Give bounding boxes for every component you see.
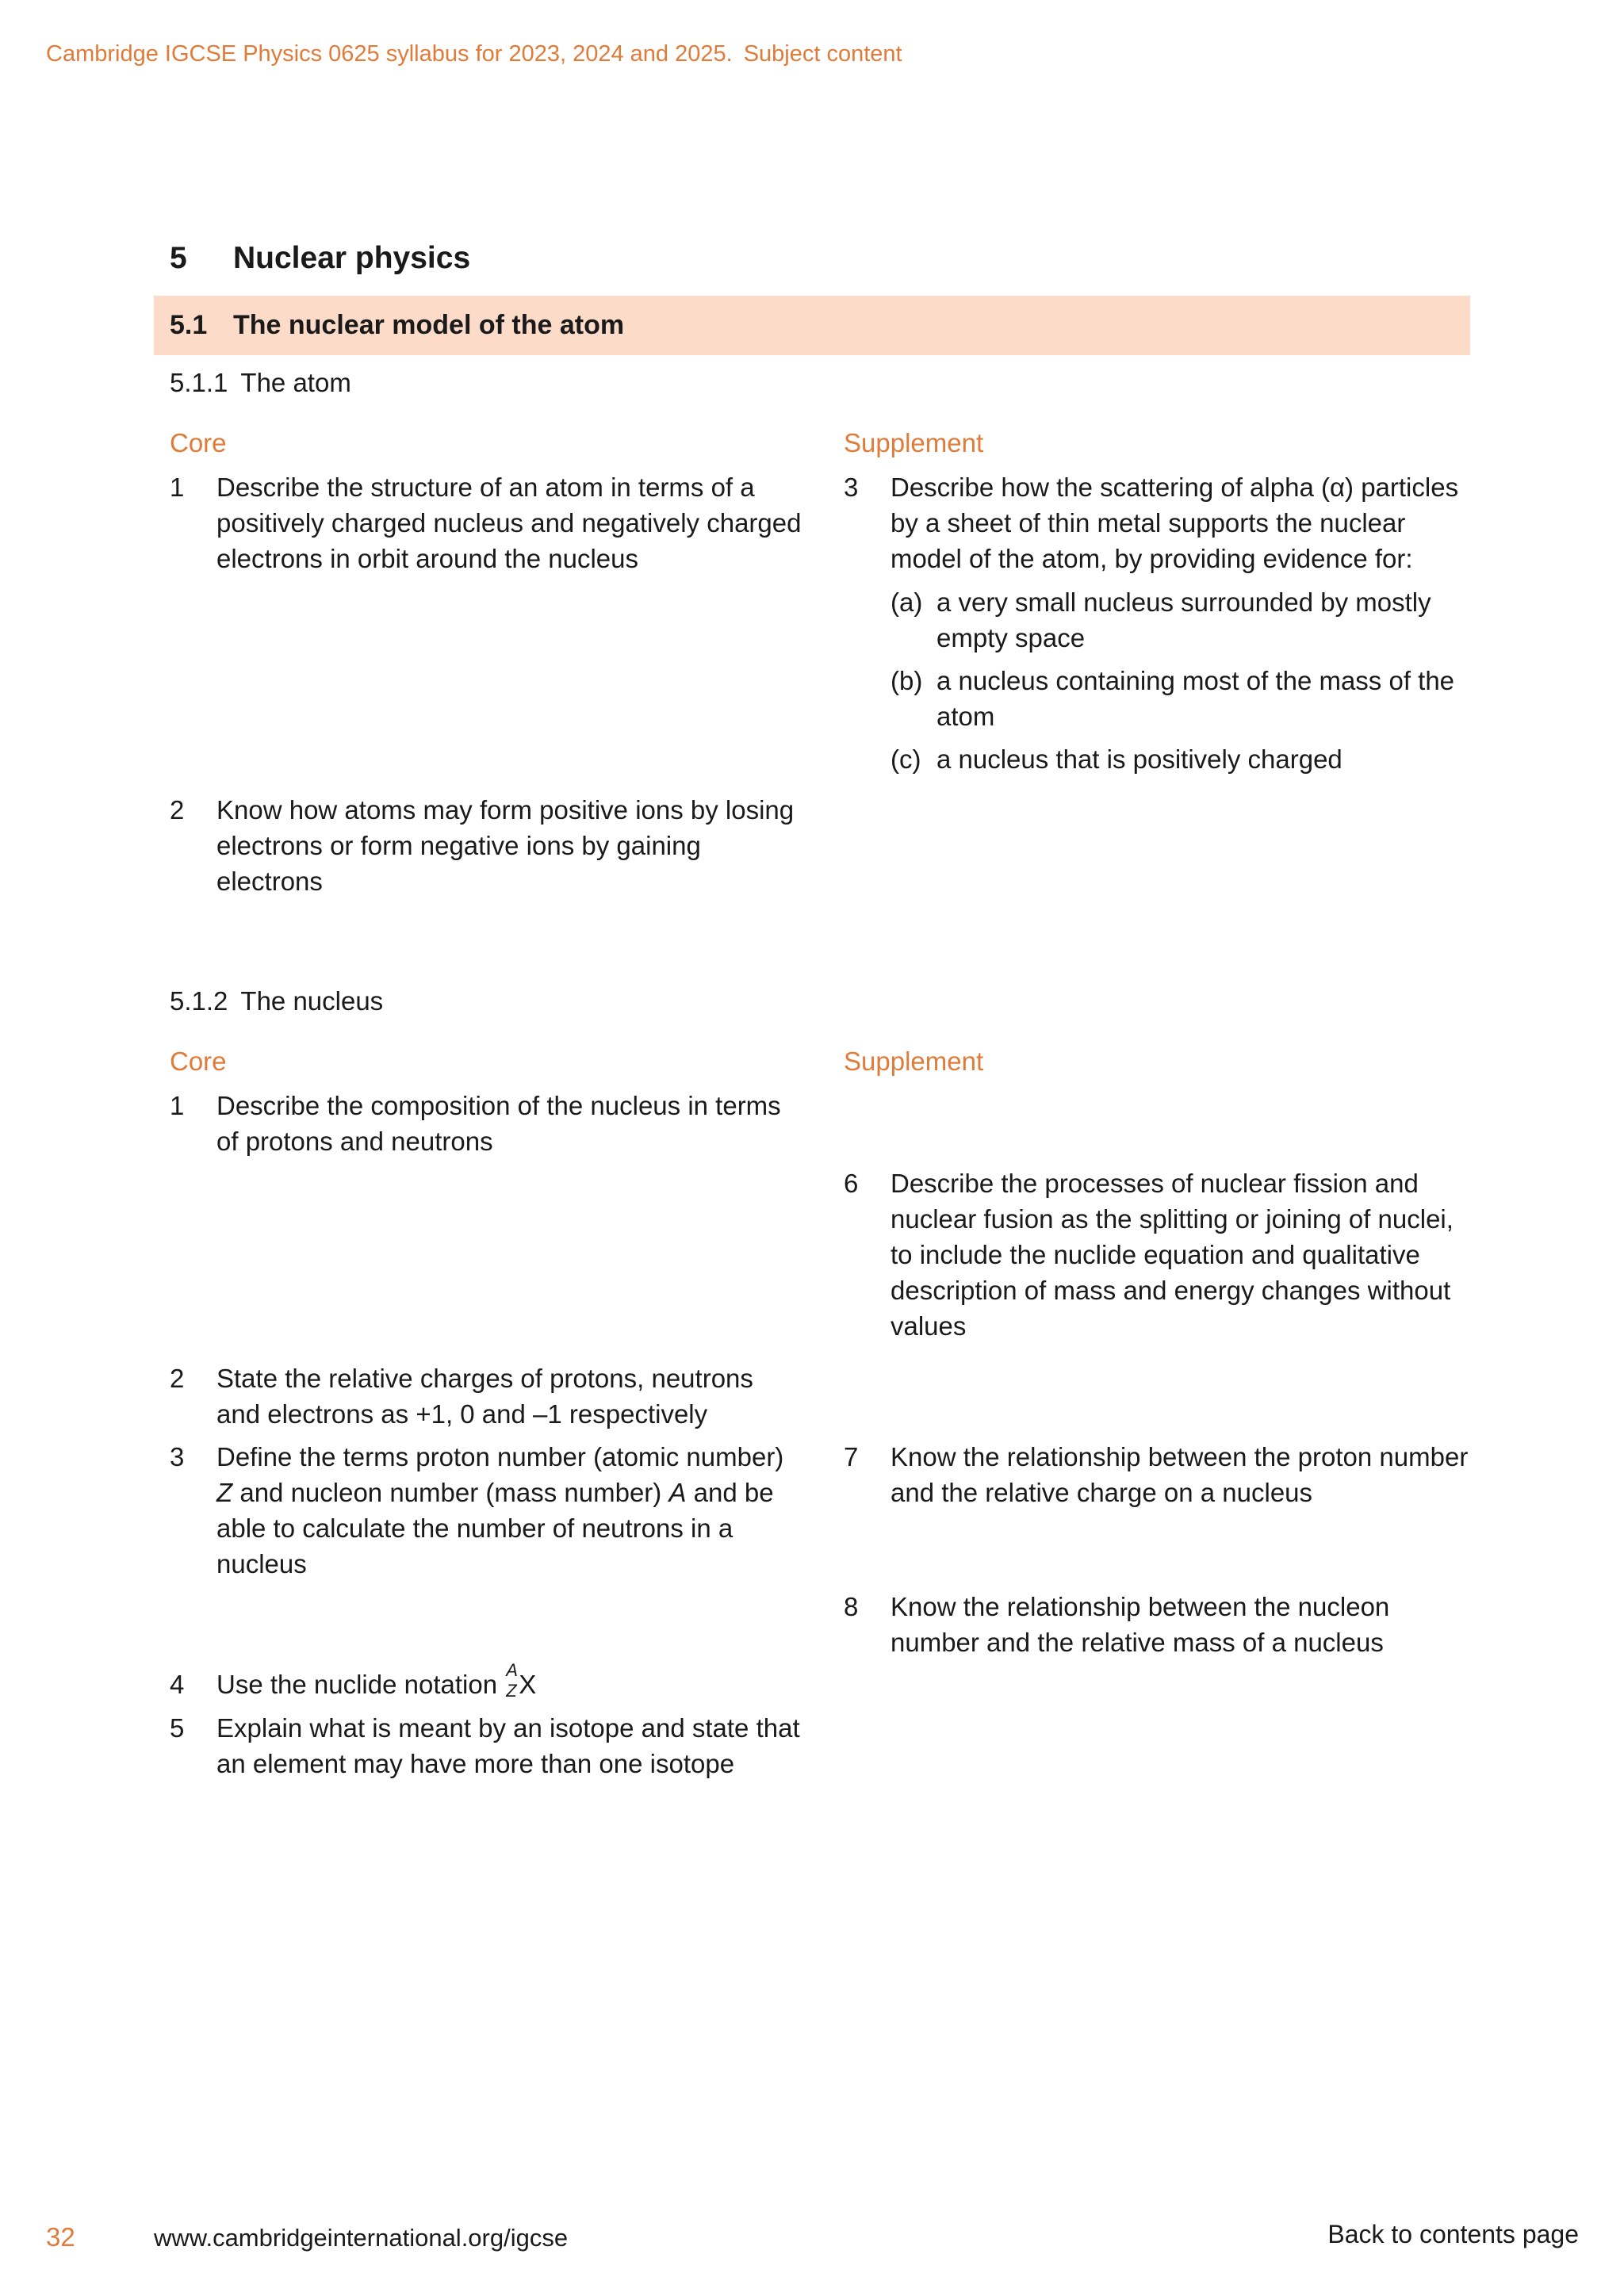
- section-heading: [170, 241, 470, 276]
- item-text: Describe the composition of the nucleus in terms of protons and neutrons: [216, 1091, 781, 1156]
- supplement-label: Supplement: [844, 428, 984, 457]
- item-number: 1: [170, 473, 185, 502]
- supplement-subitem: [891, 584, 1477, 656]
- core-label: Core: [170, 428, 227, 457]
- core-label: Core: [170, 1047, 227, 1076]
- nuclide-mass-number: A: [506, 1660, 518, 1680]
- core-item: [170, 1088, 804, 1159]
- item-text: Know how atoms may form positive ions by losing electrons or form negative ions by gaining electrons: [216, 795, 795, 896]
- item-text: Explain what is meant by an isotope and state that an element may have more than one isotope: [216, 1713, 800, 1778]
- subsection-number: 5.1: [170, 310, 208, 340]
- item-text: Describe how the scattering of alpha (α) particles by a sheet of thin metal supports the nuclear model of the atom, by providing evidence for:: [891, 473, 1459, 573]
- item-number: 3: [170, 1442, 185, 1471]
- nuclide-notation: [504, 1660, 519, 1701]
- section-number: 5: [170, 241, 187, 275]
- header-title: Cambridge IGCSE Physics 0625 syllabus for 2023, 2024 and 2025.: [46, 41, 733, 67]
- item-number: 1: [170, 1091, 185, 1120]
- item-number: 5: [170, 1713, 185, 1743]
- nuclide-symbol: X: [519, 1670, 537, 1699]
- item-number: 2: [170, 1364, 185, 1393]
- item-number: 2: [170, 795, 185, 825]
- topic-title: The nucleus: [240, 986, 384, 1016]
- subitem-letter: (b): [891, 666, 923, 695]
- subitem-text: a nucleus that is positively charged: [936, 744, 1342, 774]
- core-item: [170, 469, 804, 576]
- page-number: 32: [46, 2222, 75, 2252]
- item-text: Know the relationship between the nucleon number and the relative mass of a nucleus: [891, 1592, 1390, 1657]
- header-subtitle: Subject content: [743, 41, 902, 67]
- topic-number: 5.1.2: [170, 986, 228, 1016]
- subitem-letter: (a): [891, 587, 923, 617]
- subitem-text: a nucleus containing most of the mass of the atom: [936, 666, 1455, 731]
- item-text: [216, 1660, 804, 1702]
- item-text: Describe the processes of nuclear fission and nuclear fusion as the splitting or joining of nuclei, to include the nuclide equation and qualitative description of mass and energy changes without values: [891, 1169, 1454, 1341]
- item-number: 8: [844, 1592, 859, 1621]
- supplement-item: [844, 469, 1478, 576]
- back-to-contents-link[interactable]: Back to contents page: [1327, 2220, 1579, 2248]
- topic-heading-nucleus: [170, 986, 383, 1016]
- item-text: [216, 1439, 804, 1582]
- subitem-letter: (c): [891, 744, 921, 774]
- item-number: 3: [844, 473, 859, 502]
- core-item: [170, 792, 804, 899]
- item-text-part: and nucleon number (mass number): [232, 1478, 669, 1507]
- topic-heading-atom: [170, 368, 351, 398]
- supplement-item: [844, 1439, 1478, 1510]
- core-item: [170, 1360, 804, 1432]
- nucleon-number-symbol: A: [668, 1478, 687, 1507]
- core-item: [170, 1439, 804, 1582]
- footer-url-link[interactable]: www.cambridgeinternational.org/igcse: [154, 2224, 569, 2252]
- item-text-part: Define the terms proton number (atomic number): [216, 1442, 784, 1471]
- subitem-text: a very small nucleus surrounded by mostly empty space: [936, 587, 1431, 652]
- item-text: State the relative charges of protons, neutrons and electrons as +1, 0 and –1 respectively: [216, 1364, 753, 1429]
- topic-title: The atom: [240, 368, 351, 397]
- item-text: Describe the structure of an atom in terms of a positively charged nucleus and negatively charged electrons in orbit around the nucleus: [216, 473, 802, 573]
- item-number: 6: [844, 1169, 859, 1198]
- nuclide-atomic-number: Z: [506, 1681, 517, 1701]
- supplement-item: [844, 1589, 1478, 1660]
- core-item: [170, 1660, 804, 1702]
- core-item: [170, 1710, 804, 1781]
- subsection-title: The nuclear model of the atom: [233, 310, 625, 340]
- item-number: 4: [170, 1670, 185, 1699]
- item-number: 7: [844, 1442, 859, 1471]
- item-text: Know the relationship between the proton number and the relative charge on a nucleus: [891, 1442, 1469, 1507]
- supplement-subitem: [891, 663, 1477, 734]
- supplement-label: Supplement: [844, 1047, 984, 1076]
- item-text-part: and be able to calculate the number of neutrons in a nucleus: [216, 1478, 774, 1578]
- section-title: Nuclear physics: [233, 241, 471, 275]
- proton-number-symbol: Z: [216, 1478, 233, 1507]
- topic-number: 5.1.1: [170, 368, 228, 397]
- item-text-part: Use the nuclide notation: [216, 1670, 505, 1699]
- subsection-band: [154, 296, 1470, 355]
- supplement-item: [844, 1165, 1478, 1344]
- running-header: [46, 41, 902, 67]
- supplement-subitem: [891, 741, 1477, 777]
